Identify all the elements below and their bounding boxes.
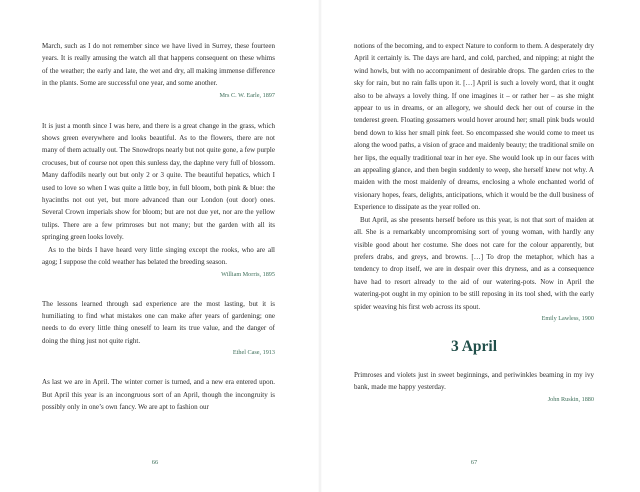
entry-attribution: William Morris, 1895 bbox=[221, 270, 275, 278]
entry-paragraph: As last we are in April. The winter corner is turned, and a new era entered upon. But April this year is an incongruous sort of an April, though the incongruity is possibly only in one’s own fancy. We are apt to fashion our bbox=[42, 378, 275, 411]
entry-paragraph: But April, as she presents herself before us this year, is not that sort of maiden at all. She is a remarkably uncompromising sort of young woman, with hardly any visible good about her costume. She does not care for the colour apparently, but prefers drabs, and greys, and browns. […] To drop the metaphor, which has a tendency to drop itself, we are in despair over this dryness, and as a consequence have had to resort already to the aid of our watering-pots. Now in April the watering-pot ought in my opinion to be still reposing in its tool shed, with the early spider weaving his first web across its spout. bbox=[354, 215, 594, 311]
entry-paragraph: As to the birds I have heard very little singing except the rooks, who are all agog; I suppose the cold weather has belated the breeding season. bbox=[42, 245, 275, 267]
right-page bbox=[320, 0, 640, 492]
entry-attribution: Mrs C. W. Earle, 1897 bbox=[219, 91, 275, 99]
entry-attribution: Ethel Case, 1913 bbox=[232, 349, 275, 357]
entry-paragraph: The lessons learned through sad experience are the most lasting, but it is humiliating to find what mistakes one can make after years of gardening; one needs to do every little thing oneself to learn its true value, and the danger of doing the thing just not quite right. bbox=[42, 299, 275, 345]
right-text-column bbox=[354, 40, 594, 406]
entry-attribution: Emily Lawless, 1900 bbox=[541, 314, 594, 322]
date-heading: 3 April bbox=[450, 337, 498, 355]
page-number: 66 bbox=[151, 459, 159, 466]
entry-paragraph: It is just a month since I was here, and there is a great change in the grass, which shows green everywhere and looks beautiful. As to the flowers, there are not many of them actually out. The Snowdrops nearly but not quite gone, a few purple crocuses, but of course not open this sunless day, the daphne very full of blossom. Many daffodils nearly out but only 2 or 3 quite. The beautiful hepatics, which I used to love so when I was quite a little boy, in full bloom, both pink & blue: the hyacinths not out yet, but more advanced than our London (out door) ones. Several Crown imperials show for bloom; but are not due yet, nor are the yellow tulips. There are a few primroses but not many; but the garden with all its springing green looks lovely. bbox=[42, 121, 275, 242]
entry-paragraph: Primroses and violets just in sweet beginnings, and periwinkles beaming in my ivy bank, made me happy yesterday. bbox=[354, 370, 594, 392]
page-number: 67 bbox=[470, 459, 478, 466]
entry-paragraph: notions of the becoming, and to expect Nature to conform to them. A desperately dry April it certainly is. The days are hard, and cold, parched, and nipping; at night the wind howls, but with no accompaniment of desirable drops. The garden cries to the sky for rain, but no rain falls upon it. […] April is such a lovely word, that it ought also to be always a lovely thing. If one imagines it – or rather her – as she might appear to us in dreams, or an allegory, we should deck her out of course in the tenderest green. Floating gossamers would hover around her; small pink buds would bend down to kiss her small pink feet. So encompassed she would come to meet us along the wood paths, a vision of grace and maidenly beauty; the traditional smile on her lips, the equally traditional tear in her eye. She would look up in our faces with an appealing glance, and then begin suddenly to weep, she herself knew not why. A maiden with the most maidenly of dreams, enclosing a whole enchanted world of visionary hopes, fears, delights, anticipations, which it would be the dull business of Experience to dissipate as the year rolled on. bbox=[354, 42, 594, 212]
entry-paragraph: March, such as I do not remember since we have lived in Surrey, these fourteen years. It is really amusing the watch all that happens consequent on these whims of the weather; the early and late, the wet and dry, all making immense difference in the plants. Some are successful one year, and some another. bbox=[42, 42, 275, 88]
left-text-column bbox=[42, 40, 275, 413]
entry-attribution: John Ruskin, 1880 bbox=[547, 395, 594, 403]
